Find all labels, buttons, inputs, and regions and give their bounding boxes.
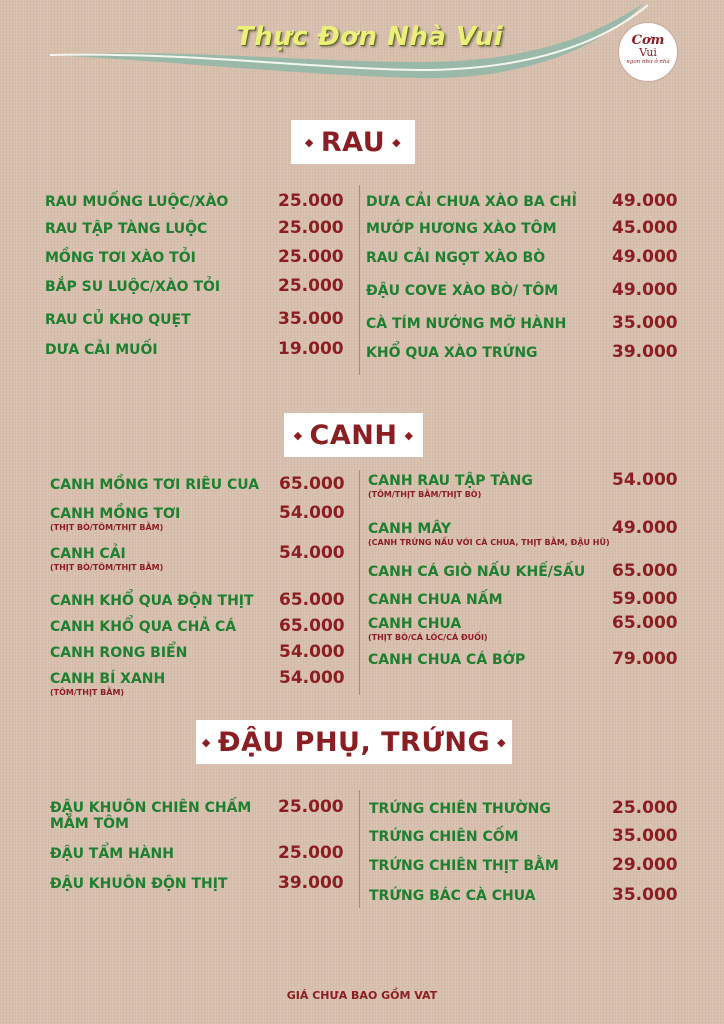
menu-item-price: 54.000: [279, 668, 345, 688]
menu-item-name: CANH CÁ GIÒ NẤU KHẾ/SẤU: [368, 564, 586, 580]
menu-item-name: ĐẬU TẨM HÀNH: [50, 846, 174, 862]
menu-item-name: CANH RAU TẬP TÀNG: [368, 473, 533, 489]
section-title-canh: CANH: [309, 419, 398, 451]
menu-item-price: 54.000: [612, 470, 678, 490]
menu-item-price: 65.000: [279, 616, 345, 636]
menu-item-name: CANH MỒNG TƠI: [50, 506, 181, 522]
vat-note: GIÁ CHƯA BAO GỒM VAT: [286, 989, 438, 1002]
menu-item-price: 25.000: [278, 276, 344, 296]
logo-line1: Cơm: [631, 33, 665, 48]
section-title-dau: ĐẬU PHỤ, TRỨNG: [217, 726, 491, 758]
menu-item-price: 49.000: [612, 191, 678, 211]
menu-item-name: CANH KHỔ QUA CHẢ CÁ: [50, 619, 237, 635]
menu-item-name: CANH BÍ XANH: [50, 671, 166, 687]
menu-item-note: (THỊT BÒ/CÁ LÓC/CÁ ĐUỐI): [368, 633, 488, 642]
menu-title: Thực Đơn Nhà Vui: [236, 22, 504, 52]
menu-item-price: 29.000: [612, 855, 678, 875]
menu-item-price: 54.000: [279, 642, 345, 662]
logo-line2: Vui: [639, 46, 657, 59]
section-header-canh: [284, 413, 423, 457]
menu-item-price: 79.000: [612, 649, 678, 669]
menu-item-note: (THỊT BÒ/TÔM/THỊT BẰM): [50, 563, 164, 572]
menu-item-name: KHỔ QUA XÀO TRỨNG: [366, 345, 538, 361]
menu-item-name: CANH CHUA NẤM: [368, 592, 503, 608]
menu-item-name: CÀ TÍM NƯỚNG MỠ HÀNH: [366, 316, 567, 332]
menu-item-price: 65.000: [612, 613, 678, 633]
section-title-rau: RAU: [320, 126, 386, 158]
menu-item-price: 25.000: [278, 191, 344, 211]
menu-item-price: 65.000: [279, 590, 345, 610]
menu-item-name: CANH MỒNG TƠI RIÊU CUA: [50, 477, 260, 493]
menu-item-name: TRỨNG CHIÊN THƯỜNG: [369, 801, 551, 817]
menu-item-name: DƯA CẢI MUỐI: [45, 342, 158, 358]
menu-item-price: 54.000: [279, 543, 345, 563]
menu-item-price: 25.000: [278, 797, 344, 817]
diamond-icon: ◆: [293, 428, 303, 442]
menu-item-price: 49.000: [612, 518, 678, 538]
column-divider-canh: [359, 470, 360, 695]
menu-item-name: ĐẬU KHUÔN CHIÊN CHẤM MẮM TÔM: [50, 800, 252, 832]
menu-item-price: 45.000: [612, 218, 678, 238]
menu-item-price: 35.000: [278, 309, 344, 329]
column-divider-dau: [359, 790, 360, 908]
menu-item-price: 35.000: [612, 885, 678, 905]
menu-item-name: MƯỚP HƯƠNG XÀO TÔM: [366, 221, 557, 237]
menu-item-price: 59.000: [612, 589, 678, 609]
menu-item-name: RAU CẢI NGỌT XÀO BÒ: [366, 250, 546, 266]
section-header-dau: [196, 720, 512, 764]
menu-item-name: TRỨNG CHIÊN CỐM: [369, 829, 519, 845]
menu-item-name: MỒNG TƠI XÀO TỎI: [45, 250, 196, 266]
menu-item-price: 35.000: [612, 826, 678, 846]
logo-tagline: ngon như ở nhà: [626, 59, 670, 65]
menu-item-note: (TÔM/THỊT BẰM/THỊT BÒ): [368, 490, 482, 499]
menu-item-note: (TÔM/THỊT BẰM): [50, 688, 125, 697]
menu-item-price: 25.000: [278, 843, 344, 863]
menu-item-name: DƯA CẢI CHUA XÀO BA CHỈ: [366, 194, 577, 210]
menu-item-price: 49.000: [612, 280, 678, 300]
menu-item-note: (CANH TRỨNG NẤU VỚI CÀ CHUA, THỊT BẰM, ĐẬU HŨ): [368, 538, 610, 547]
menu-item-name: CANH CHUA: [368, 616, 462, 632]
column-divider-rau: [359, 185, 360, 375]
diamond-icon: ◆: [304, 135, 314, 149]
menu-item-price: 54.000: [279, 503, 345, 523]
menu-item-name: CANH RONG BIỂN: [50, 645, 188, 661]
menu-item-price: 49.000: [612, 247, 678, 267]
menu-item-name: RAU CỦ KHO QUẸT: [45, 312, 191, 328]
menu-item-name: TRỨNG BÁC CÀ CHUA: [369, 888, 536, 904]
section-header-rau: [291, 120, 415, 164]
diamond-icon: ◆: [392, 135, 402, 149]
menu-item-name: BẮP SU LUỘC/XÀO TỎI: [45, 279, 221, 295]
diamond-icon: ◆: [201, 735, 211, 749]
diamond-icon: ◆: [497, 735, 507, 749]
menu-item-price: 39.000: [278, 873, 344, 893]
menu-item-name: ĐẬU COVE XÀO BÒ/ TÔM: [366, 283, 559, 299]
menu-item-price: 19.000: [278, 339, 344, 359]
menu-item-price: 39.000: [612, 342, 678, 362]
menu-item-name: RAU TẬP TÀNG LUỘC: [45, 221, 208, 237]
menu-item-name: CANH CHUA CÁ BỚP: [368, 652, 526, 668]
menu-item-name: TRỨNG CHIÊN THỊT BẰM: [369, 858, 559, 874]
menu-item-price: 65.000: [279, 474, 345, 494]
menu-item-price: 65.000: [612, 561, 678, 581]
menu-item-price: 25.000: [278, 247, 344, 267]
menu-item-name: CANH MÂY: [368, 521, 451, 537]
brand-logo: [618, 22, 678, 82]
menu-item-price: 35.000: [612, 313, 678, 333]
menu-item-name: ĐẬU KHUÔN ĐỘN THỊT: [50, 876, 228, 892]
menu-item-name: CANH KHỔ QUA ĐỘN THỊT: [50, 593, 254, 609]
menu-item-name: RAU MUỐNG LUỘC/XÀO: [45, 194, 229, 210]
menu-item-note: (THỊT BÒ/TÔM/THỊT BẰM): [50, 523, 164, 532]
menu-item-name: CANH CẢI: [50, 546, 126, 562]
diamond-icon: ◆: [404, 428, 414, 442]
menu-item-price: 25.000: [612, 798, 678, 818]
menu-item-price: 25.000: [278, 218, 344, 238]
